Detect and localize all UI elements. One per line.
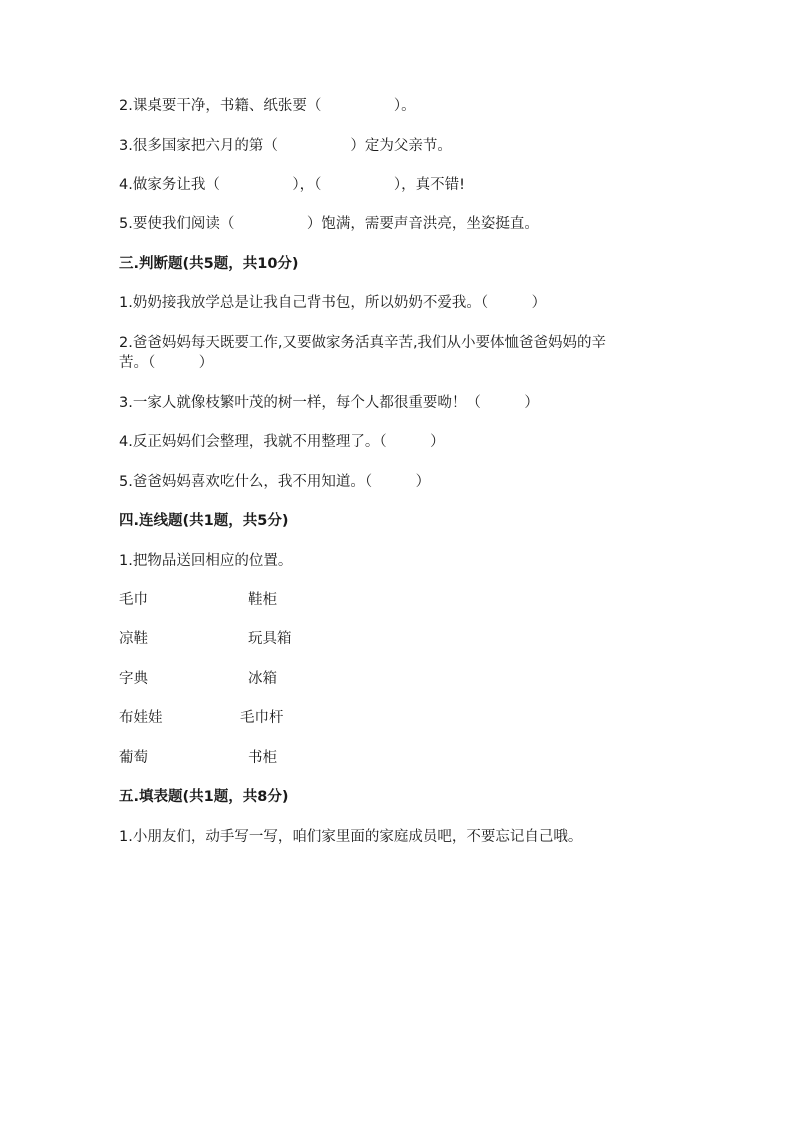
judgement-item-2-cont: 苦。（ ） xyxy=(119,355,214,371)
section-heading-judgement: 三.判断题(共5题，共10分) xyxy=(119,256,299,272)
matching-left-item: 布娃娃 xyxy=(119,710,163,726)
matching-right-item: 鞋柜 xyxy=(248,592,277,608)
matching-right-item: 玩具箱 xyxy=(248,631,292,647)
matching-left-item: 凉鞋 xyxy=(119,631,148,647)
matching-right-item: 毛巾杆 xyxy=(240,710,284,726)
fill-in-item-2: 2.课桌要干净，书籍、纸张要（ ）。 xyxy=(119,98,416,114)
judgement-item-2: 2.爸爸妈妈每天既要工作,又要做家务活真辛苦,我们从小要体恤爸爸妈妈的辛 xyxy=(119,335,607,351)
section-heading-table: 五.填表题(共1题，共8分) xyxy=(119,789,289,805)
judgement-item-5: 5.爸爸妈妈喜欢吃什么，我不用知道。（ ） xyxy=(119,474,431,490)
fill-in-item-5: 5.要使我们阅读（ ）饱满，需要声音洪亮，坐姿挺直。 xyxy=(119,216,539,232)
matching-right-item: 冰箱 xyxy=(248,671,277,687)
matching-left-item: 字典 xyxy=(119,671,148,687)
judgement-item-4: 4.反正妈妈们会整理，我就不用整理了。（ ） xyxy=(119,434,445,450)
fill-in-item-4: 4.做家务让我（ ），（ ），真不错! xyxy=(119,177,465,193)
fill-in-item-3: 3.很多国家把六月的第（ ）定为父亲节。 xyxy=(119,138,452,154)
matching-question: 1.把物品送回相应的位置。 xyxy=(119,553,293,569)
judgement-item-1: 1.奶奶接我放学总是让我自己背书包，所以奶奶不爱我。（ ） xyxy=(119,295,547,311)
judgement-item-3: 3.一家人就像枝繁叶茂的树一样，每个人都很重要呦！（ ） xyxy=(119,395,539,411)
matching-right-item: 书柜 xyxy=(248,750,277,766)
table-question: 1.小朋友们，动手写一写，咱们家里面的家庭成员吧，不要忘记自己哦。 xyxy=(119,829,583,845)
matching-left-item: 毛巾 xyxy=(119,592,148,608)
section-heading-matching: 四.连线题(共1题，共5分) xyxy=(119,513,289,529)
matching-left-item: 葡萄 xyxy=(119,750,148,766)
